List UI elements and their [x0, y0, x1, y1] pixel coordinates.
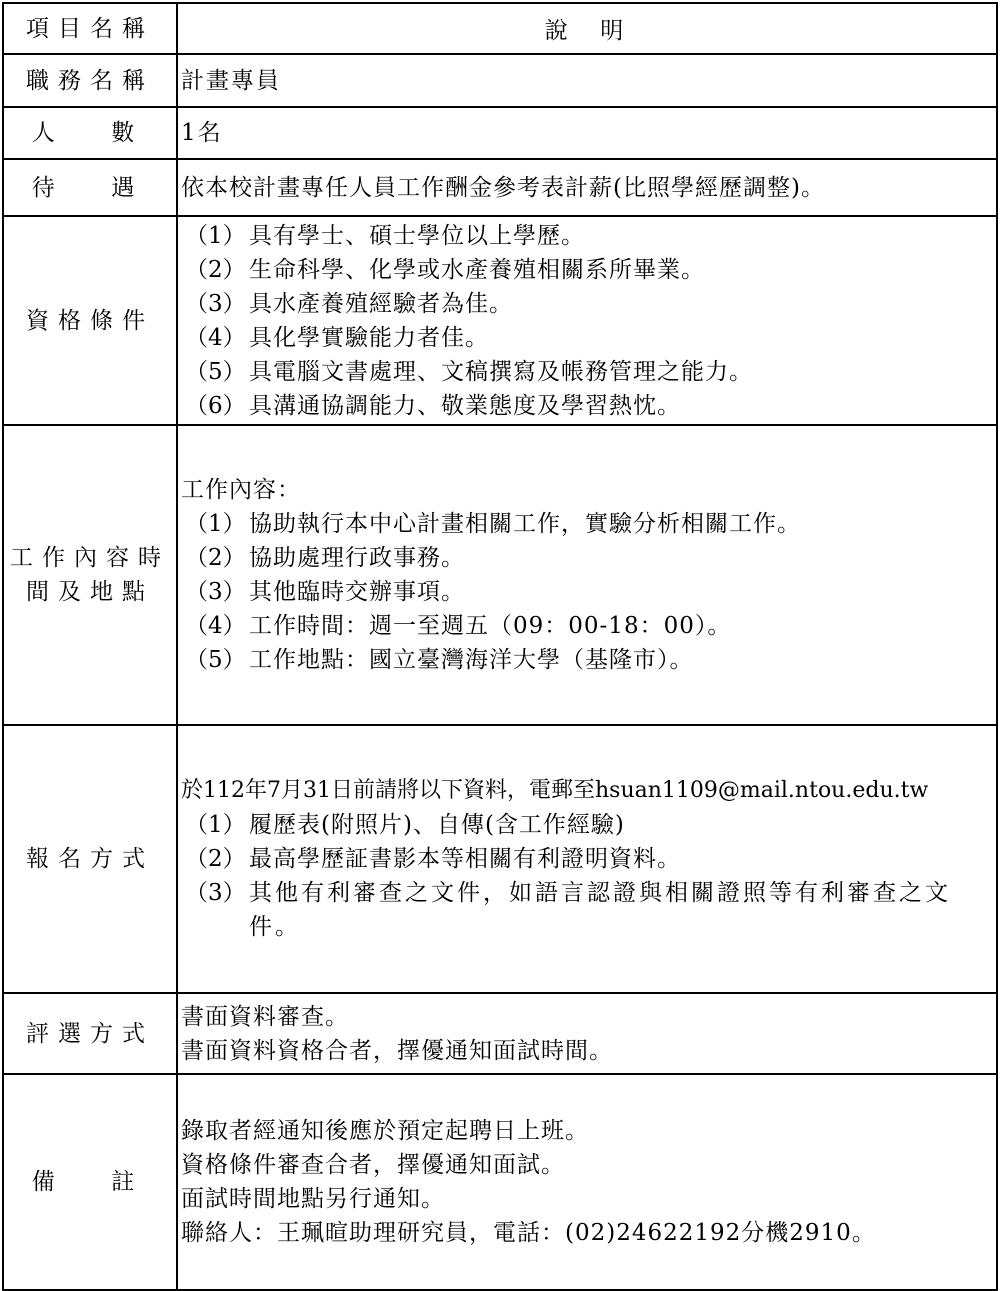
notes-line: 面試時間地點另行通知。 — [181, 1186, 445, 1212]
list-item: （1） 協助執行本中心計畫相關工作，實驗分析相關工作。 — [185, 511, 801, 537]
row-count — [3, 107, 997, 159]
notes-content — [177, 1074, 997, 1290]
row-notes — [3, 1074, 997, 1290]
list-item: （3） 其他臨時交辦事項。 — [185, 579, 465, 605]
list-item: （2） 最高學歷証書影本等相關有利證明資料。 — [185, 846, 681, 872]
apply-content — [177, 725, 997, 993]
row-work — [3, 425, 997, 725]
notes-label: 備 註 — [3, 1074, 177, 1290]
work-label-line2: 間及地點 — [26, 579, 154, 605]
list-item: （4） 工作時間：週一至週五（09：00-18：00）。 — [185, 613, 732, 639]
header-row — [3, 3, 997, 54]
count-value: 1名 — [177, 107, 997, 159]
list-item: （5） 工作地點：國立臺灣海洋大學（基隆市）。 — [185, 647, 694, 673]
pay-value: 依本校計畫專任人員工作酬金參考表計薪(比照學經歷調整)。 — [177, 159, 997, 216]
work-intro: 工作內容： — [181, 477, 301, 503]
notes-line: 聯絡人：王珮暄助理研究員，電話：(02)24622192分機2910。 — [181, 1220, 876, 1246]
apply-label: 報名方式 — [3, 725, 177, 993]
count-label: 人 數 — [3, 107, 177, 159]
list-item: （3） 其他有利審查之文件，如語言認證與相關證照等有利審查之文件。 — [185, 880, 951, 940]
list-item: （4） 具化學實驗能力者佳。 — [185, 324, 489, 351]
header-desc-label: 說 明 — [177, 3, 997, 54]
apply-intro: 於112年7月31日前請將以下資料，電郵至hsuan1109@mail.ntou.edu.tw — [181, 778, 929, 803]
work-label-line1: 工作內容時 — [10, 545, 170, 571]
title-label: 職務名稱 — [3, 54, 177, 107]
notes-line: 資格條件審查合者，擇優通知面試。 — [181, 1152, 565, 1178]
list-item: （2） 生命科學、化學或水產養殖相關系所畢業。 — [185, 256, 705, 283]
selection-content — [177, 993, 997, 1074]
list-item: （5） 具電腦文書處理、文稿撰寫及帳務管理之能力。 — [185, 358, 753, 385]
list-item: （3） 具水產養殖經驗者為佳。 — [185, 290, 513, 317]
row-apply — [3, 725, 997, 993]
header-item-label: 項目名稱 — [3, 3, 177, 54]
list-item: （1） 履歷表(附照片)、自傳(含工作經驗) — [185, 812, 625, 838]
list-item: （6） 具溝通協調能力、敬業態度及學習熱忱。 — [185, 392, 681, 419]
list-item: （1） 具有學士、碩士學位以上學歷。 — [185, 222, 585, 249]
selection-line: 書面資料審查。 — [181, 1003, 349, 1030]
list-item: （2） 協助處理行政事務。 — [185, 545, 465, 571]
row-title — [3, 54, 997, 107]
qualifications-label: 資格條件 — [3, 216, 177, 425]
job-posting-table — [2, 2, 998, 1291]
row-qualifications — [3, 216, 997, 425]
row-pay — [3, 159, 997, 216]
title-value: 計畫專員 — [177, 54, 997, 107]
row-selection — [3, 993, 997, 1074]
notes-line: 錄取者經通知後應於預定起聘日上班。 — [181, 1118, 589, 1144]
pay-label: 待 遇 — [3, 159, 177, 216]
selection-label: 評選方式 — [3, 993, 177, 1074]
selection-line: 書面資料資格合者，擇優通知面試時間。 — [181, 1037, 613, 1064]
work-content — [177, 425, 997, 725]
work-label — [3, 425, 177, 725]
qualifications-list — [177, 216, 997, 425]
